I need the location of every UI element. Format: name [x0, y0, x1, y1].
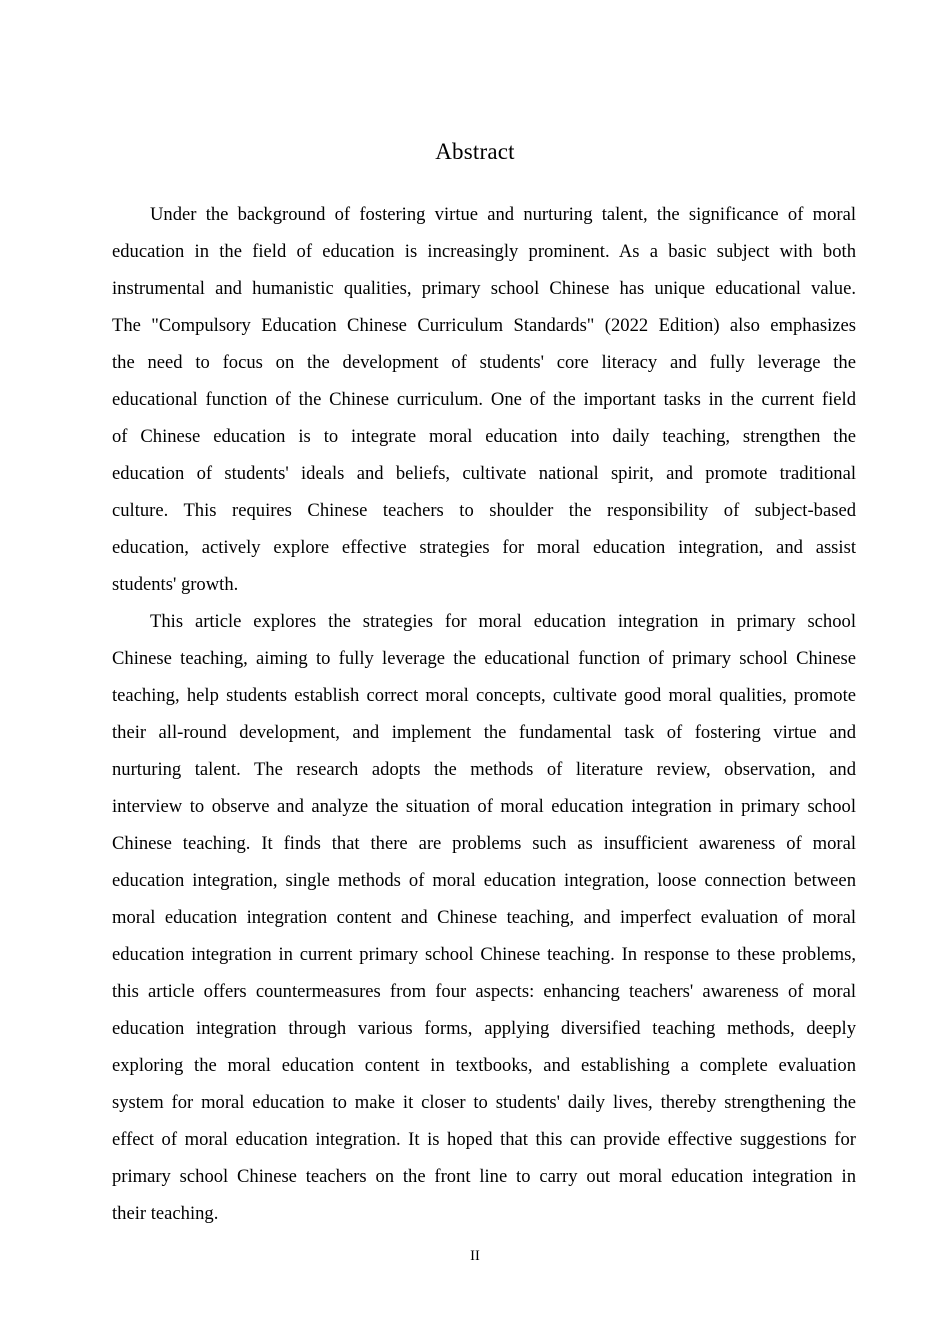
text-line: education, actively explore effective strategies for moral education integration, and assist [112, 537, 856, 558]
text-line: moral education integration content and Chinese teaching, and imperfect evaluation of moral [112, 907, 856, 928]
abstract-paragraph-1 [112, 196, 856, 603]
page-number: II [470, 1248, 480, 1264]
text-line: education in the field of education is increasingly prominent. As a basic subject with both [112, 241, 856, 262]
text-line: primary school Chinese teachers on the front line to carry out moral education integration in [112, 1166, 856, 1187]
text-line: education integration in current primary school Chinese teaching. In response to these problems, [112, 944, 856, 965]
text-line: interview to observe and analyze the situation of moral education integration in primary school [112, 796, 856, 817]
abstract-body [112, 196, 856, 1232]
text-line: exploring the moral education content in textbooks, and establishing a complete evaluation [112, 1055, 856, 1076]
text-line: the need to focus on the development of students' core literacy and fully leverage the [112, 352, 856, 373]
text-line: educational function of the Chinese curriculum. One of the important tasks in the current field [112, 389, 856, 410]
text-line: culture. This requires Chinese teachers to shoulder the responsibility of subject-based [112, 500, 856, 521]
text-line: Chinese teaching, aiming to fully leverage the educational function of primary school Chinese [112, 648, 856, 669]
text-line: Under the background of fostering virtue and nurturing talent, the significance of moral [150, 204, 856, 225]
text-line: their teaching. [112, 1203, 219, 1224]
text-line: effect of moral education integration. It is hoped that this can provide effective suggestions for [112, 1129, 856, 1150]
text-line: this article offers countermeasures from four aspects: enhancing teachers' awareness of moral [112, 981, 856, 1002]
text-line: Chinese teaching. It finds that there are problems such as insufficient awareness of moral [112, 833, 856, 854]
text-line: The "Compulsory Education Chinese Curriculum Standards" (2022 Edition) also emphasizes [112, 315, 856, 336]
text-line: students' growth. [112, 574, 239, 595]
text-line: education of students' ideals and beliefs, cultivate national spirit, and promote traditional [112, 463, 856, 484]
text-line: education integration through various forms, applying diversified teaching methods, deeply [112, 1018, 856, 1039]
text-line: system for moral education to make it closer to students' daily lives, thereby strengthening the [112, 1092, 856, 1113]
text-line: of Chinese education is to integrate moral education into daily teaching, strengthen the [112, 426, 856, 447]
text-line: education integration, single methods of moral education integration, loose connection between [112, 870, 856, 891]
text-line: This article explores the strategies for moral education integration in primary school [150, 611, 856, 632]
page-title: Abstract [435, 139, 515, 165]
abstract-paragraph-2 [112, 603, 856, 1232]
text-line: instrumental and humanistic qualities, primary school Chinese has unique educational value. [112, 278, 856, 299]
text-line: nurturing talent. The research adopts the methods of literature review, observation, and [112, 759, 856, 780]
text-line: teaching, help students establish correct moral concepts, cultivate good moral qualities, promote [112, 685, 856, 706]
text-line: their all-round development, and implement the fundamental task of fostering virtue and [112, 722, 856, 743]
